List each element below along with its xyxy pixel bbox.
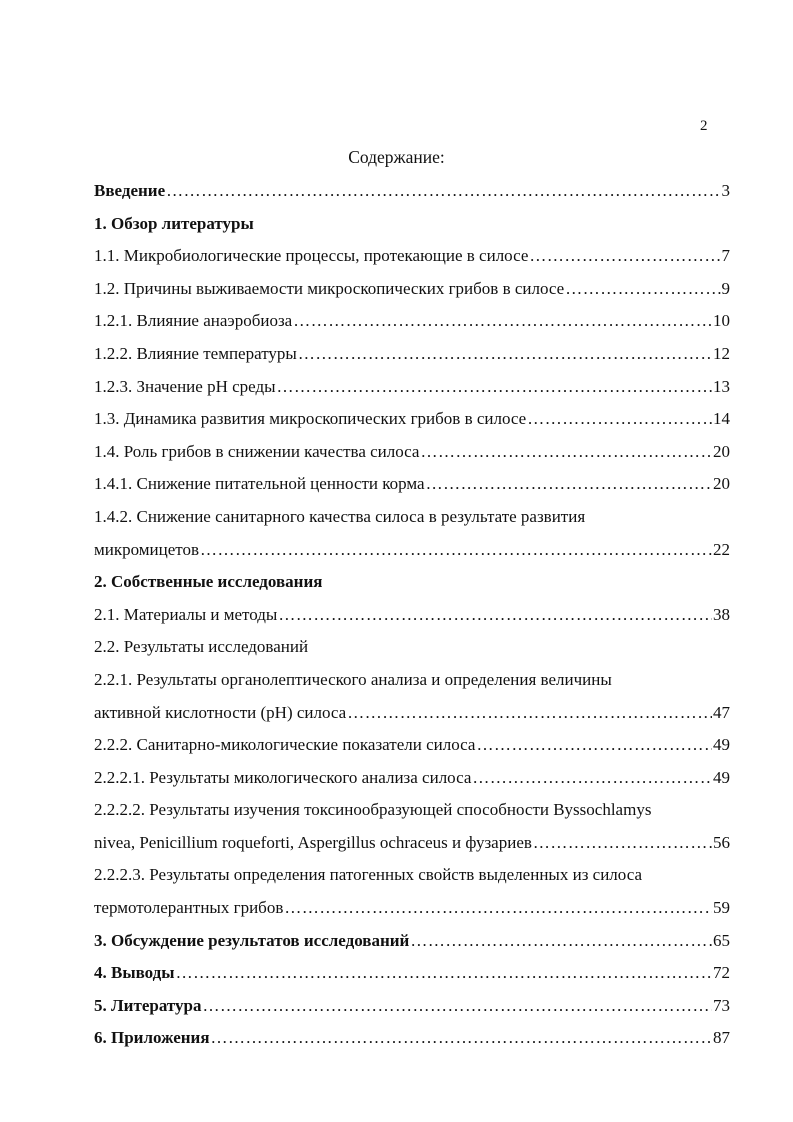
toc-entry-text: 3. Обсуждение результатов исследований	[94, 930, 410, 950]
toc-entry-page: 49	[713, 767, 730, 787]
toc-entry-2-2-2-1	[94, 762, 730, 795]
toc-entry-page: 87	[713, 1028, 730, 1048]
toc-entry-page: 20	[713, 441, 730, 461]
dot-leader	[166, 175, 720, 208]
dot-leader	[527, 403, 712, 436]
dot-leader	[426, 468, 712, 501]
toc-entry-1-2-1	[94, 305, 730, 338]
dot-leader	[565, 273, 720, 306]
toc-entry-text: 2. Собственные исследования	[94, 572, 323, 592]
dot-leader	[293, 305, 712, 338]
dot-leader	[202, 990, 712, 1023]
toc-entry-text: 2.2.2.2. Результаты изучения токсинообразующей способности Byssochlamys	[94, 800, 652, 820]
toc-entry-2-2-1	[94, 664, 730, 697]
toc-entry-text: 1.2.1. Влияние анаэробиоза	[94, 311, 293, 331]
toc-entry-text: 1.2.2. Влияние температуры	[94, 343, 297, 363]
toc-entry-page: 13	[713, 376, 730, 396]
toc-entry-page: 7	[721, 246, 730, 266]
toc-entry-1-4-2-continued	[94, 534, 730, 567]
dot-leader	[278, 599, 712, 632]
toc-entry-text: 2.2.2.3. Результаты определения патогенных свойств выделенных из силоса	[94, 865, 643, 885]
toc-entry-discussion	[94, 925, 730, 958]
dot-leader	[200, 534, 712, 567]
toc-entry-page: 20	[713, 474, 730, 494]
dot-leader	[529, 240, 720, 273]
dot-leader	[420, 436, 712, 469]
toc-entry-text: 2.2.1. Результаты органолептического анализа и определения величины	[94, 669, 612, 689]
toc-entry-page: 73	[713, 995, 730, 1015]
toc-entry-text: микромицетов	[94, 539, 200, 559]
toc-entry-2-2-2-3	[94, 859, 730, 892]
toc-entry-2-2	[94, 631, 730, 664]
toc-entry-text: 4. Выводы	[94, 963, 175, 983]
dot-leader	[284, 892, 712, 925]
dot-leader	[347, 697, 712, 730]
toc-entry-text: 6. Приложения	[94, 1028, 210, 1048]
toc-entry-appendices	[94, 1022, 730, 1055]
toc-entry-2-2-2-2	[94, 794, 730, 827]
toc-entry-text: 1.3. Динамика развития микроскопических грибов в силосе	[94, 409, 527, 429]
toc-entry-page: 47	[713, 702, 730, 722]
toc-entry-page: 22	[713, 539, 730, 559]
toc-entry-page: 56	[713, 832, 730, 852]
toc-entry-1-2-2	[94, 338, 730, 371]
dot-leader	[298, 338, 712, 371]
toc-entry-2-2-2	[94, 729, 730, 762]
dot-leader	[410, 925, 712, 958]
toc-entry-page: 10	[713, 311, 730, 331]
toc-entry-text: nivea, Penicillium roqueforti, Aspergillus ochraceus и фузариев	[94, 832, 532, 852]
toc-title: Содержание:	[348, 147, 445, 167]
toc-entry-page: 9	[721, 278, 730, 298]
toc-entry-page: 49	[713, 735, 730, 755]
toc-entry-2-2-2-2-continued	[94, 827, 730, 860]
toc-entry-text: 1.4.1. Снижение питательной ценности корма	[94, 474, 425, 494]
toc-entry-text: 1.4.2. Снижение санитарного качества силоса в результате развития	[94, 506, 586, 526]
toc-entry-text: термотолерантных грибов	[94, 898, 284, 918]
toc-entry-conclusions	[94, 957, 730, 990]
dot-leader	[211, 1022, 712, 1055]
toc-entry-page: 38	[713, 604, 730, 624]
toc-entry-text: 2.1. Материалы и методы	[94, 604, 278, 624]
toc-heading-literature-review	[94, 208, 730, 241]
toc-entry-page: 3	[721, 181, 730, 200]
toc-entry-page: 59	[713, 898, 730, 918]
toc-entry-text: 1.1. Микробиологические процессы, протекающие в силосе	[94, 246, 529, 266]
toc-entry-text: 1.4. Роль грибов в снижении качества силоса	[94, 441, 420, 461]
toc-entry-page: 72	[713, 963, 730, 983]
dot-leader	[176, 957, 712, 990]
toc-entry-1-4-1	[94, 468, 730, 501]
toc-entry-2-2-2-3-continued	[94, 892, 730, 925]
toc-entry-2-2-1-continued	[94, 697, 730, 730]
table-of-contents	[94, 175, 730, 1055]
dot-leader	[277, 371, 712, 404]
toc-entry-text: 5. Литература	[94, 995, 202, 1015]
toc-entry-page: 12	[713, 343, 730, 363]
toc-entry-1-1	[94, 240, 730, 273]
toc-heading-own-research	[94, 566, 730, 599]
toc-entry-1-2	[94, 273, 730, 306]
toc-entry-text: активной кислотности (рН) силоса	[94, 702, 347, 722]
toc-entry-introduction	[94, 175, 730, 208]
toc-entry-literature	[94, 990, 730, 1023]
toc-entry-1-3	[94, 403, 730, 436]
toc-entry-text: Введение	[94, 181, 166, 200]
toc-entry-text: 1.2. Причины выживаемости микроскопических грибов в силосе	[94, 278, 565, 298]
toc-entry-1-4	[94, 436, 730, 469]
toc-entry-text: 1.2.3. Значение рН среды	[94, 376, 276, 396]
toc-entry-text: 2.2. Результаты исследований	[94, 637, 309, 657]
toc-entry-2-1	[94, 599, 730, 632]
toc-entry-1-2-3	[94, 371, 730, 404]
dot-leader	[476, 729, 712, 762]
toc-entry-text: 1. Обзор литературы	[94, 213, 254, 233]
toc-entry-text: 2.2.2.1. Результаты микологического анализа силоса	[94, 767, 472, 787]
dot-leader	[533, 827, 712, 860]
toc-entry-page: 65	[713, 930, 730, 950]
toc-entry-1-4-2	[94, 501, 730, 534]
page-number: 2	[700, 118, 708, 134]
toc-entry-text: 2.2.2. Санитарно-микологические показатели силоса	[94, 735, 476, 755]
toc-entry-page: 14	[713, 409, 730, 429]
dot-leader	[472, 762, 712, 795]
